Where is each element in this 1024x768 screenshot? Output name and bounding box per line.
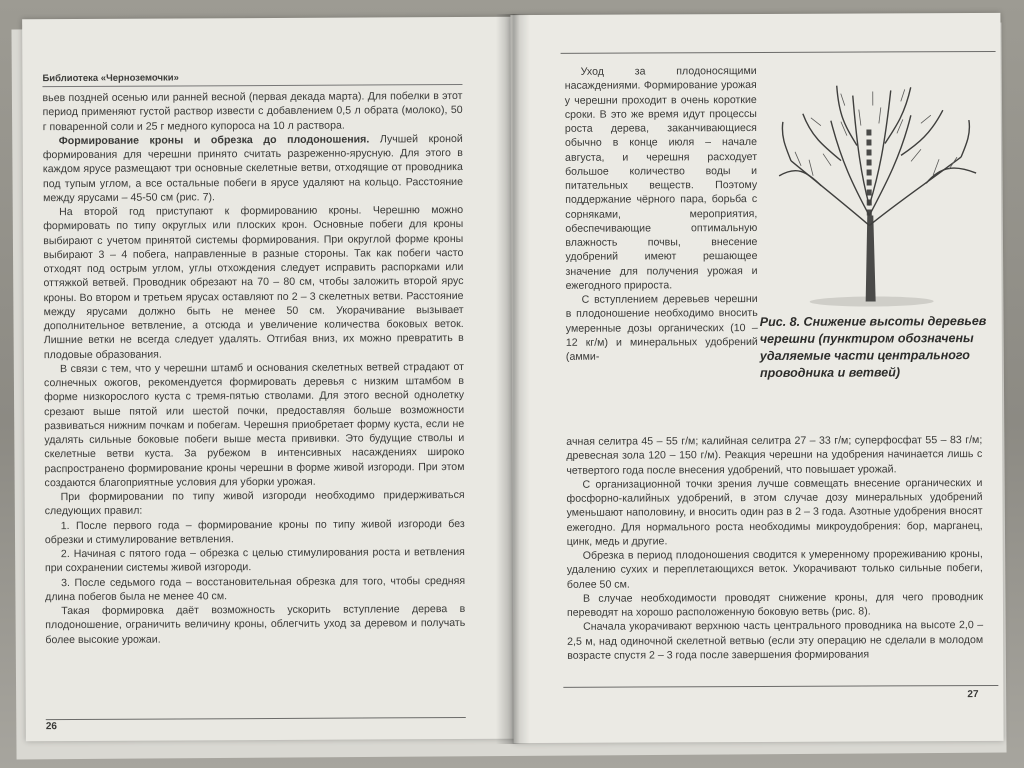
paragraph: С организационной точки зрения лучше совмещать внесение органических и фосфорно-калийных удобрений, в этом случае дозу минеральных удобрений уменьшают наполовину, и вносить один раз в 2 – 3 года. Азотные удобрения вносят ежегодно. Для нормального роста необходимы микроудобрения: бор, марганец, цинк, медь и другие.	[566, 476, 983, 548]
paragraph-lead	[43, 132, 463, 205]
list-item: 3. После седьмого года – восстановительная обрезка для того, чтобы средняя длина побегов была не менее 40 см.	[45, 574, 466, 603]
footer-rule	[46, 717, 466, 720]
paragraph: Уход за плодоносящими насаждениями. Формирование урожая у черешни проходит в очень короткие сроки. В это же время идут процессы роста дерева, заканчивающиеся обычно в конце июля – начале августа, и черешня расходует большое количество воды и питательных веществ. Поэтому поддержание чёрного пара, борьба с сорняками, мероприятия, обеспечивающие оптимальную влажность почвы, внесение удобрений имеют решающее значение для получения урожая и ежегодного прироста.	[564, 64, 758, 292]
footer-rule	[563, 685, 998, 688]
list-item: 1. После первого года – формирование кроны по типу живой изгороди без обрезки и стимулирование ветвления.	[44, 517, 465, 546]
figure-caption: Рис. 8. Снижение высоты деревьев черешни (пунктиром обозначены удаляемые части центрального проводника и ветвей)	[759, 313, 987, 380]
running-header: Библиотека «Черноземочки»	[42, 71, 462, 87]
bold-heading: Формирование кроны и обрезка до плодоношения.	[58, 133, 370, 147]
left-page-text	[42, 89, 465, 647]
paragraph: Сначала укорачивают верхнюю часть центрального проводника на высоте 2,0 – 2,5 м, над одиночной скелетной ветвью (если эту операцию не сделали в молодом возрасте спустя 2 – 3 года после завершения формирования	[567, 619, 984, 662]
paragraph: При формировании по типу живой изгороди необходимо придерживаться следующих правил:	[44, 488, 465, 518]
twigs	[795, 89, 957, 176]
branches	[779, 85, 977, 226]
paragraph: На второй год приступают к формированию кроны. Черешню можно формировать по типу округлых или плоских крон. Основные побеги для кроны выбирают с учетом принятой системы формирования. При округлой форме кроны выбирают 3 – 4 побега, направленные в разные стороны. Так как побеги часто отходят под острым углом, углы отхождения следует исправить распорками или оттяжкой ветвей. Проводник обрезают на 70 – 80 см, чтобы заложить второй ярус кроны. Во втором и третьем ярусах оставляют по 2 – 3 скелетных ветви. Расстояние между ярусами должно быть не менее 50 см. Укорачивание вызывает дополнительное ветвление, а отсюда и увеличение количества боковых веток. Лишние ветки не всегда следует удалять. Отгибая вниз, их можно превратить в плодовые образования.	[43, 203, 464, 361]
paragraph: С вступлением деревьев черешни в плодоношение необходимо вносить умеренные дозы органических (10 – 12 кг/м) и минеральных удобрений (амми-	[565, 292, 758, 363]
page-number: 27	[967, 689, 979, 701]
paragraph: В связи с тем, что у черешни штамб и основания скелетных ветвей страдают от солнечных ожогов, рекомендуется формировать деревья с низким штамбом в форме низкорослого куста с тремя-пятью стволами. Для этого весной однолетку срезают выше пятой или шестой почки, предоставляя больше возможности развиваться нижним почкам и побегам. Черешня приобретает форму куста, если не удалять сильные боковые побеги выше места прививки. Это будущие стволы и скелетные ветви куста. За рубежом в интенсивных насаждениях широко распространено формирование кроны черешни в форме живой изгороди. При этом создаются благоприятные условия для уборки урожая.	[43, 360, 465, 489]
paragraph: Обрезка в период плодоношения сводится к умеренному прореживанию кроны, удалению сухих и переплетающихся веток. Укорачивают только сильные побеги, более 50 см.	[566, 548, 983, 591]
heading-tail: Лучшей кроной	[379, 132, 463, 146]
paragraph: ачная селитра 45 – 55 г/м; калийная селитра 27 – 33 г/м; суперфосфат 55 – 83 г/м; древесная зола 120 – 150 г/м). Реакция черешни на удобрения начинается лишь с четвертого года после внесения удобрений, что повышает урожай.	[566, 434, 983, 477]
paragraph: вьев поздней осенью или ранней весной (первая декада марта). Для побелки в этот период применяют густой раствор извести с добавлением 0,5 л обрата (молоко), 50 г поваренной соли и 25 г медного купороса на 10 л раствора.	[42, 89, 463, 133]
paragraph: В случае необходимости проводят снижение кроны, для чего проводник переводят на хорошо расположенную боковую ветвь (рис. 8).	[566, 590, 983, 619]
list-item: 2. Начиная с пятого года – обрезка с целью стимулирования роста и ветвления при сохранении системы живой изгороди.	[44, 545, 465, 575]
right-page	[510, 13, 1003, 743]
paragraph: формирования для черешни принято считать разреженно-ярусную. Для этого в каждом ярусе размещают три основные скелетные ветви, отходящие от проводника под тупым углом, а все остальные побеги в ярусе удаляют на кольцо. Расстояние между ярусами – 45-50 см (рис. 7).	[42, 146, 463, 204]
book-spine-shadow	[496, 14, 530, 744]
left-page	[22, 17, 516, 742]
right-page-narrow-column	[565, 64, 758, 364]
tree-illustration	[761, 65, 992, 318]
page-number: 26	[45, 721, 57, 733]
header-rule	[561, 51, 996, 54]
right-page-wide-column	[566, 433, 983, 663]
paragraph: Такая формировка даёт возможность ускорить вступление дерева в плодоношение, ограничить величину кроны, облегчить уход за деревом и получать более высокие урожаи.	[45, 602, 466, 646]
trunk	[865, 215, 875, 301]
